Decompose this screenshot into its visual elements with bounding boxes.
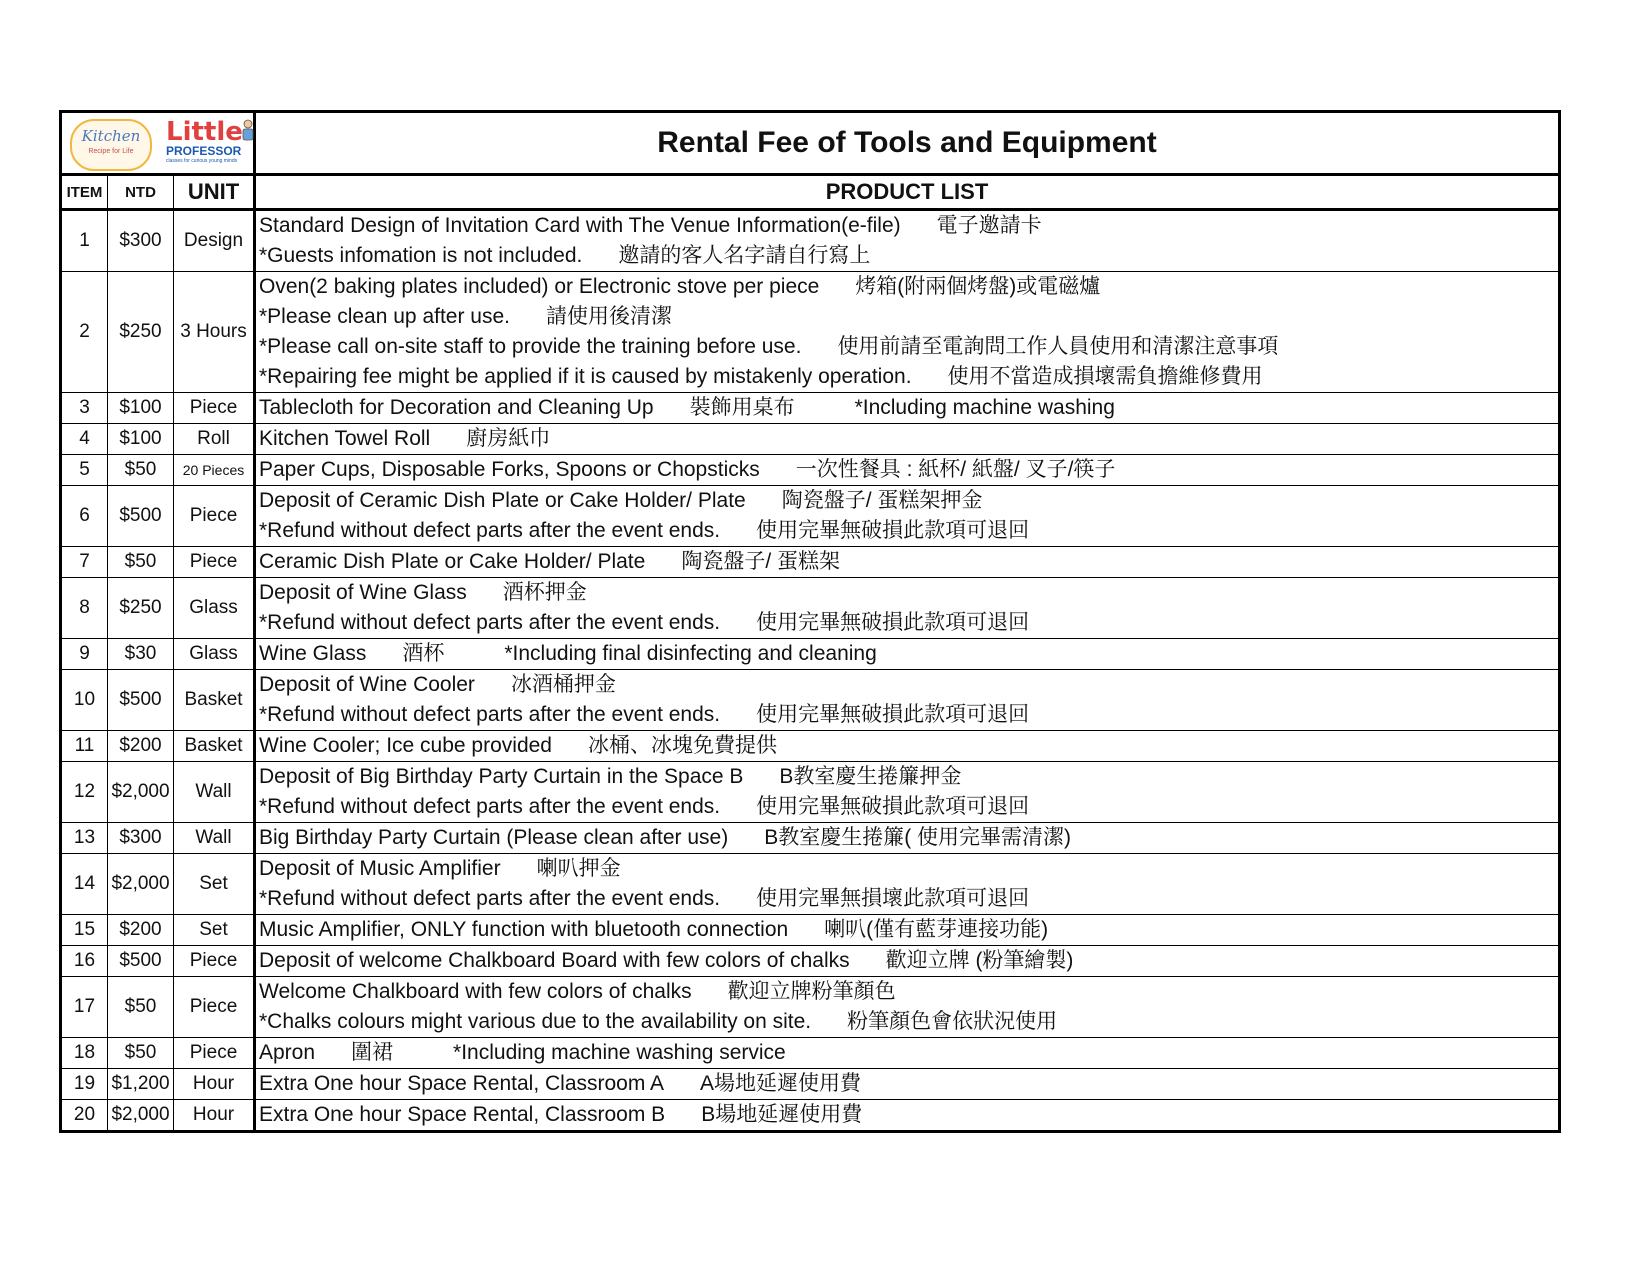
item-number: 8 xyxy=(61,578,108,639)
unit: 20 Pieces xyxy=(174,455,255,486)
description-english: Deposit of Wine Cooler xyxy=(259,673,475,696)
unit: Roll xyxy=(174,424,255,455)
price-ntd: $500 xyxy=(108,946,174,977)
unit: Piece xyxy=(174,977,255,1038)
item-number: 19 xyxy=(61,1069,108,1100)
description-english: Big Birthday Party Curtain (Please clean after use) xyxy=(259,826,729,849)
price-ntd: $2,000 xyxy=(108,1100,174,1132)
unit: Design xyxy=(174,210,255,272)
description-line xyxy=(259,302,1558,332)
price-ntd: $100 xyxy=(108,393,174,424)
item-number: 20 xyxy=(61,1100,108,1132)
price-ntd: $2,000 xyxy=(108,762,174,823)
product-description xyxy=(255,547,1560,578)
price-ntd: $500 xyxy=(108,670,174,731)
description-chinese: 廚房紙巾 xyxy=(466,427,551,450)
description-chinese: 烤箱(附兩個烤盤)或電磁爐 xyxy=(855,275,1101,298)
unit: 3 Hours xyxy=(174,272,255,393)
description-english: Kitchen Towel Roll xyxy=(259,427,431,450)
unit: Piece xyxy=(174,393,255,424)
item-number: 6 xyxy=(61,486,108,547)
table-row xyxy=(61,424,1560,455)
description-english: *Please clean up after use. xyxy=(259,305,510,328)
product-description xyxy=(255,946,1560,977)
description-english: *Repairing fee might be applied if it is caused by mistakenly operation. xyxy=(259,365,912,388)
description-note: *Including machine washing service xyxy=(453,1041,786,1064)
unit: Set xyxy=(174,915,255,946)
product-description xyxy=(255,670,1560,731)
description-line xyxy=(259,547,1558,577)
description-english: *Please call on-site staff to provide the training before use. xyxy=(259,335,802,358)
description-chinese: B場地延遲使用費 xyxy=(701,1103,863,1126)
price-ntd: $50 xyxy=(108,455,174,486)
table-row xyxy=(61,1038,1560,1069)
item-number: 16 xyxy=(61,946,108,977)
table-row xyxy=(61,731,1560,762)
title-row xyxy=(61,112,1560,175)
description-note: *Including final disinfecting and cleaning xyxy=(504,642,877,665)
description-english: Paper Cups, Disposable Forks, Spoons or Chopsticks xyxy=(259,458,760,481)
unit: Basket xyxy=(174,670,255,731)
table-row xyxy=(61,915,1560,946)
description-english: Music Amplifier, ONLY function with bluetooth connection xyxy=(259,918,789,941)
product-description xyxy=(255,578,1560,639)
description-english: *Refund without defect parts after the event ends. xyxy=(259,519,721,542)
description-line xyxy=(259,241,1558,271)
price-ntd: $1,200 xyxy=(108,1069,174,1100)
unit: Basket xyxy=(174,731,255,762)
description-line xyxy=(259,670,1558,700)
kitchen-logo xyxy=(70,119,152,171)
unit: Piece xyxy=(174,1038,255,1069)
item-number: 18 xyxy=(61,1038,108,1069)
description-line xyxy=(259,272,1558,302)
description-english: *Refund without defect parts after the event ends. xyxy=(259,611,721,634)
description-line xyxy=(259,915,1558,945)
price-ntd: $50 xyxy=(108,1038,174,1069)
price-ntd: $500 xyxy=(108,486,174,547)
description-english: Oven(2 baking plates included) or Electronic stove per piece xyxy=(259,275,820,298)
product-description xyxy=(255,823,1560,854)
table-row xyxy=(61,1100,1560,1132)
description-line xyxy=(259,731,1558,761)
description-english: Wine Glass xyxy=(259,642,367,665)
description-english: Deposit of Ceramic Dish Plate or Cake Holder/ Plate xyxy=(259,489,746,512)
item-number: 5 xyxy=(61,455,108,486)
description-chinese: 冰酒桶押金 xyxy=(510,673,616,696)
description-chinese: 使用前請至電詢問工作人員使用和清潔注意事項 xyxy=(837,335,1279,358)
product-description xyxy=(255,731,1560,762)
description-line xyxy=(259,977,1558,1007)
product-description xyxy=(255,272,1560,393)
description-line xyxy=(259,1007,1558,1037)
table-row xyxy=(61,670,1560,731)
product-description xyxy=(255,1100,1560,1132)
column-header-unit: UNIT xyxy=(174,175,255,210)
description-chinese: 電子邀請卡 xyxy=(936,214,1042,237)
description-line xyxy=(259,486,1558,516)
description-line xyxy=(259,946,1558,976)
little-professor-logo-name: Little xyxy=(166,117,243,147)
description-chinese: 喇叭押金 xyxy=(536,857,621,880)
description-line xyxy=(259,1069,1558,1099)
item-number: 11 xyxy=(61,731,108,762)
item-number: 12 xyxy=(61,762,108,823)
item-number: 17 xyxy=(61,977,108,1038)
table-row xyxy=(61,1069,1560,1100)
description-english: *Refund without defect parts after the event ends. xyxy=(259,887,721,910)
unit: Glass xyxy=(174,578,255,639)
description-line xyxy=(259,516,1558,546)
price-ntd: $100 xyxy=(108,424,174,455)
description-chinese: 一次性餐具 : 紙杯/ 紙盤/ 叉子/筷子 xyxy=(795,458,1116,481)
description-chinese: 喇叭(僅有藍芽連接功能) xyxy=(824,918,1049,941)
description-chinese: 邀請的客人名字請自行寫上 xyxy=(618,244,871,267)
description-chinese: 冰桶、冰塊免費提供 xyxy=(588,734,777,757)
product-description xyxy=(255,486,1560,547)
unit: Wall xyxy=(174,762,255,823)
description-chinese: 酒杯 xyxy=(402,642,445,665)
unit: Glass xyxy=(174,639,255,670)
product-description xyxy=(255,977,1560,1038)
description-english: Deposit of welcome Chalkboard Board with few colors of chalks xyxy=(259,949,850,972)
description-chinese: 使用不當造成損壞需負擔維修費用 xyxy=(947,365,1263,388)
description-english: Extra One hour Space Rental, Classroom A xyxy=(259,1072,665,1095)
description-chinese: 歡迎立牌 (粉筆繪製) xyxy=(885,949,1074,972)
description-chinese: 陶瓷盤子/ 蛋糕架押金 xyxy=(781,489,983,512)
kitchen-logo-tag: Recipe for Life xyxy=(88,148,134,155)
unit: Hour xyxy=(174,1069,255,1100)
price-ntd: $250 xyxy=(108,272,174,393)
description-english: Deposit of Big Birthday Party Curtain in the Space B xyxy=(259,765,744,788)
description-line xyxy=(259,700,1558,730)
product-description xyxy=(255,393,1560,424)
description-english: Welcome Chalkboard with few colors of chalks xyxy=(259,980,692,1003)
price-ntd: $250 xyxy=(108,578,174,639)
description-chinese: 裝飾用桌布 xyxy=(689,396,795,419)
table-row xyxy=(61,393,1560,424)
kitchen-logo-name: Kitchen xyxy=(81,127,141,145)
description-english: Tablecloth for Decoration and Cleaning Up xyxy=(259,396,654,419)
description-chinese: 陶瓷盤子/ 蛋糕架 xyxy=(681,550,840,573)
description-chinese: 歡迎立牌粉筆顏色 xyxy=(727,980,896,1003)
item-number: 3 xyxy=(61,393,108,424)
unit: Set xyxy=(174,854,255,915)
description-chinese: 圍裙 xyxy=(351,1041,394,1064)
price-ntd: $300 xyxy=(108,823,174,854)
description-chinese: B教室慶生捲簾( 使用完畢需清潔) xyxy=(764,826,1072,849)
unit: Wall xyxy=(174,823,255,854)
description-line xyxy=(259,211,1558,241)
description-english: *Guests infomation is not included. xyxy=(259,244,583,267)
table-row xyxy=(61,977,1560,1038)
description-line xyxy=(259,639,1558,669)
description-chinese: 粉筆顏色會依狀況使用 xyxy=(847,1010,1058,1033)
description-line xyxy=(259,393,1558,423)
description-line xyxy=(259,608,1558,638)
item-number: 2 xyxy=(61,272,108,393)
unit: Piece xyxy=(174,486,255,547)
price-ntd: $2,000 xyxy=(108,854,174,915)
price-ntd: $200 xyxy=(108,915,174,946)
table-row xyxy=(61,210,1560,272)
item-number: 9 xyxy=(61,639,108,670)
little-professor-logo xyxy=(166,119,256,169)
description-chinese: B教室慶生捲簾押金 xyxy=(779,765,962,788)
description-english: Apron xyxy=(259,1041,316,1064)
column-header-ntd: NTD xyxy=(108,175,174,210)
item-number: 7 xyxy=(61,547,108,578)
description-line xyxy=(259,455,1558,485)
item-number: 1 xyxy=(61,210,108,272)
description-chinese: 使用完畢無破損此款項可退回 xyxy=(756,611,1030,634)
rental-fee-sheet xyxy=(59,110,1561,1133)
description-line xyxy=(259,762,1558,792)
table-row xyxy=(61,639,1560,670)
description-english: Deposit of Wine Glass xyxy=(259,581,467,604)
description-english: Ceramic Dish Plate or Cake Holder/ Plate xyxy=(259,550,646,573)
description-english: Extra One hour Space Rental, Classroom B xyxy=(259,1103,666,1126)
description-line xyxy=(259,884,1558,914)
price-ntd: $50 xyxy=(108,977,174,1038)
description-english: *Refund without defect parts after the event ends. xyxy=(259,703,721,726)
column-header-row xyxy=(61,175,1560,210)
description-english: *Chalks colours might various due to the availability on site. xyxy=(259,1010,812,1033)
description-english: Deposit of Music Amplifier xyxy=(259,857,501,880)
product-description xyxy=(255,1038,1560,1069)
unit: Hour xyxy=(174,1100,255,1132)
product-description xyxy=(255,854,1560,915)
table-row xyxy=(61,762,1560,823)
description-chinese: 請使用後清潔 xyxy=(546,305,672,328)
description-line xyxy=(259,1100,1558,1130)
item-number: 14 xyxy=(61,854,108,915)
description-line xyxy=(259,578,1558,608)
description-english: *Refund without defect parts after the event ends. xyxy=(259,795,721,818)
price-ntd: $50 xyxy=(108,547,174,578)
price-ntd: $30 xyxy=(108,639,174,670)
table-row xyxy=(61,455,1560,486)
description-english: Wine Cooler; Ice cube provided xyxy=(259,734,552,757)
table-row xyxy=(61,854,1560,915)
product-description xyxy=(255,915,1560,946)
description-english: Standard Design of Invitation Card with The Venue Information(e-file) xyxy=(259,214,901,237)
unit: Piece xyxy=(174,547,255,578)
column-header-item: ITEM xyxy=(61,175,108,210)
description-line xyxy=(259,332,1558,362)
product-description xyxy=(255,762,1560,823)
description-line xyxy=(259,1038,1558,1068)
page-title: Rental Fee of Tools and Equipment xyxy=(255,112,1560,175)
description-line xyxy=(259,854,1558,884)
description-line xyxy=(259,792,1558,822)
description-chinese: 酒杯押金 xyxy=(502,581,587,604)
description-chinese: A場地延遲使用費 xyxy=(700,1072,862,1095)
item-number: 13 xyxy=(61,823,108,854)
description-note: *Including machine washing xyxy=(854,396,1115,419)
item-number: 10 xyxy=(61,670,108,731)
description-line xyxy=(259,362,1558,392)
product-description xyxy=(255,424,1560,455)
price-ntd: $200 xyxy=(108,731,174,762)
little-professor-logo-sub: PROFESSOR xyxy=(166,144,242,158)
table-row xyxy=(61,486,1560,547)
item-number: 15 xyxy=(61,915,108,946)
product-description xyxy=(255,1069,1560,1100)
column-header-product-list: PRODUCT LIST xyxy=(255,175,1560,210)
product-description xyxy=(255,639,1560,670)
description-chinese: 使用完畢無損壞此款項可退回 xyxy=(756,887,1030,910)
rental-fee-table xyxy=(59,110,1561,1133)
table-row xyxy=(61,823,1560,854)
little-professor-logo-tag: classes for curious young minds xyxy=(166,158,238,164)
item-number: 4 xyxy=(61,424,108,455)
price-ntd: $300 xyxy=(108,210,174,272)
description-chinese: 使用完畢無破損此款項可退回 xyxy=(756,703,1030,726)
logo-cell xyxy=(61,112,255,175)
description-line xyxy=(259,823,1558,853)
description-chinese: 使用完畢無破損此款項可退回 xyxy=(756,795,1030,818)
unit: Piece xyxy=(174,946,255,977)
table-row xyxy=(61,946,1560,977)
professor-figure-icon xyxy=(240,119,256,141)
description-line xyxy=(259,424,1558,454)
table-row xyxy=(61,272,1560,393)
table-row xyxy=(61,578,1560,639)
product-description xyxy=(255,210,1560,272)
description-chinese: 使用完畢無破損此款項可退回 xyxy=(756,519,1030,542)
product-description xyxy=(255,455,1560,486)
table-row xyxy=(61,547,1560,578)
